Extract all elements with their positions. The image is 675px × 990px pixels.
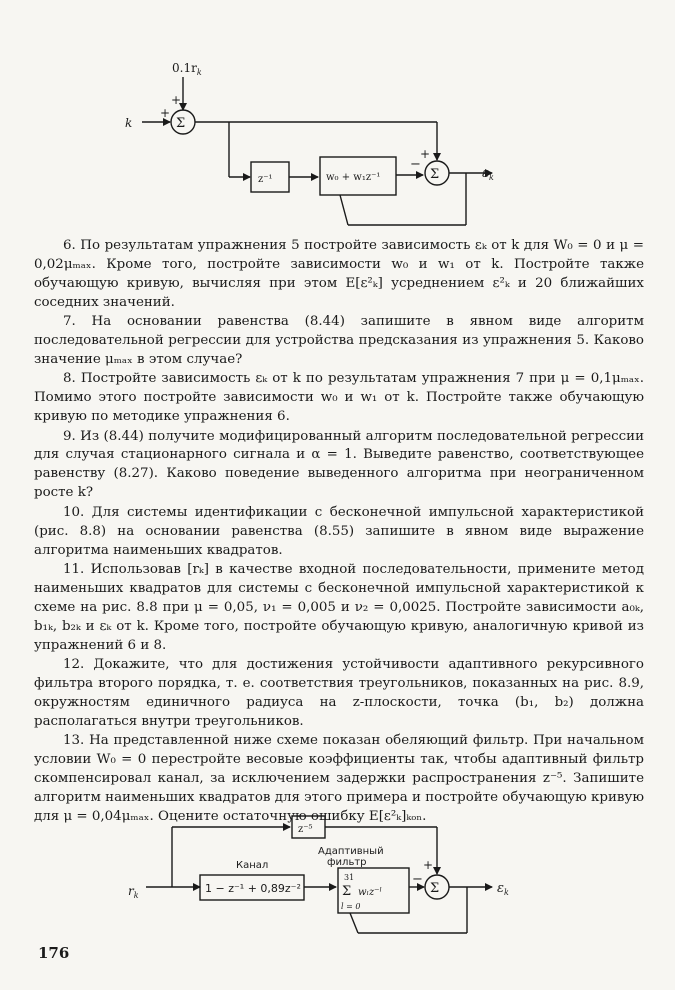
minus-sign: −	[410, 157, 421, 172]
filter-term: wₗz⁻ˡ	[358, 887, 382, 898]
filter-sigma: Σ	[342, 884, 352, 899]
plus-right: +	[420, 147, 431, 161]
exercise-text	[34, 237, 644, 827]
adaptive-label-2: фильтр	[327, 857, 367, 868]
sum-symbol-2: Σ	[430, 167, 440, 182]
output-label-2: $\varepsilon_k$	[497, 881, 509, 897]
page-number: 176	[38, 944, 70, 962]
plus-sign-2: +	[423, 858, 434, 872]
output-label: $\varepsilon_k$	[482, 166, 494, 182]
exercise-11: 11. Использовав [rₖ] в качестве входной последовательности, примените метод наименьших квадратов для системы с бесконечной импульсной характеристикой к схеме на рис. 8.8 при μ = 0,05, ν₁ = 0,005 и ν₂ = 0,0025. Постройте зависимости a₀ₖ, b₁ₖ, b₂ₖ и εₖ от k. Кроме того, постройте обучающую кривую, аналогичную кривой из упражнений 6 и 8.	[34, 561, 644, 653]
whitening-filter-diagram	[0, 808, 675, 943]
filter-label: w₀ + w₁z⁻¹	[326, 172, 381, 183]
exercise-9: 9. Из (8.44) получите модифицированный алгоритм последовательной регрессии для случая стационарного сигнала и α = 1. Выведите равенство, соответствующее равенству (8.27). Каково поведение выведенного алгоритма при неограниченном росте k?	[34, 428, 644, 501]
sum-symbol-3: Σ	[430, 881, 440, 896]
adaptive-label-1: Адаптивный	[318, 846, 384, 857]
plus-top: +	[171, 93, 182, 107]
delay-label: z⁻¹	[258, 174, 273, 185]
sum-symbol-1: Σ	[176, 116, 186, 131]
channel-label: Канал	[236, 860, 269, 871]
exercise-8: 8. Постройте зависимость εₖ от k по результатам упражнения 7 при μ = 0,1μₘₐₓ. Помимо этого постройте зависимости w₀ и w₁ от k. Постройте также обучающую кривую по методике упражнения 6.	[34, 371, 644, 425]
filter-upper-limit: 31	[344, 873, 355, 882]
exercise-13: 13. На представленной ниже схеме показан обеляющий фильтр. При начальном условии W₀ = 0 перестройте весовые коэффициенты так, чтобы адаптивный фильтр скомпенсировал канал, за исключением задержки распространения z⁻⁵. Запишите алгоритм наименьших квадратов для этого примера и постройте обучающую кривую для μ = 0,04μₘₐₓ. Оцените остаточную ошибку E[ε²ₖ]ₖₒₙ.	[34, 733, 644, 824]
channel-function: 1 − z⁻¹ + 0,89z⁻²	[205, 882, 301, 895]
exercise-6: 6. По результатам упражнения 5 постройте зависимость εₖ от k для W₀ = 0 и μ = 0,02μₘₐₓ. Кроме того, постройте зависимости w₀ и w₁ от k. Постройте также обучающую кривую, вычисляя при этом E[ε²ₖ] усреднением ε²ₖ и 20 ближайших соседних значений.	[34, 238, 644, 310]
input-left-label: k	[125, 116, 133, 130]
input-top-label: $0.1r_k$	[172, 61, 202, 77]
plus-left: +	[160, 106, 171, 120]
filter-lower-limit: l = 0	[341, 902, 361, 911]
exercise-12: 12. Докажите, что для достижения устойчивости адаптивного рекурсивного фильтра второго порядка, т. е. соответствия треугольников, показанных на рис. 8.9, окружностям единичного радиуса на z-плоскости, точка (b₁, b₂) должна располагаться внутри треугольников.	[34, 656, 644, 729]
predictor-diagram	[0, 55, 675, 235]
exercise-7: 7. На основании равенства (8.44) запишите в явном виде алгоритм последовательной регрессии для устройства предсказания из упражнения 5. Каково значение μₘₐₓ в этом случае?	[34, 314, 644, 367]
input-label-2: $r_k$	[128, 884, 139, 900]
minus-sign-2: −	[412, 872, 423, 887]
delay-label-2: z⁻⁵	[298, 824, 313, 835]
exercise-10: 10. Для системы идентификации с бесконечной импульсной характеристикой (рис. 8.8) на основании равенства (8.55) запишите в явном виде выражение алгоритма наименьших квадратов.	[34, 504, 644, 558]
